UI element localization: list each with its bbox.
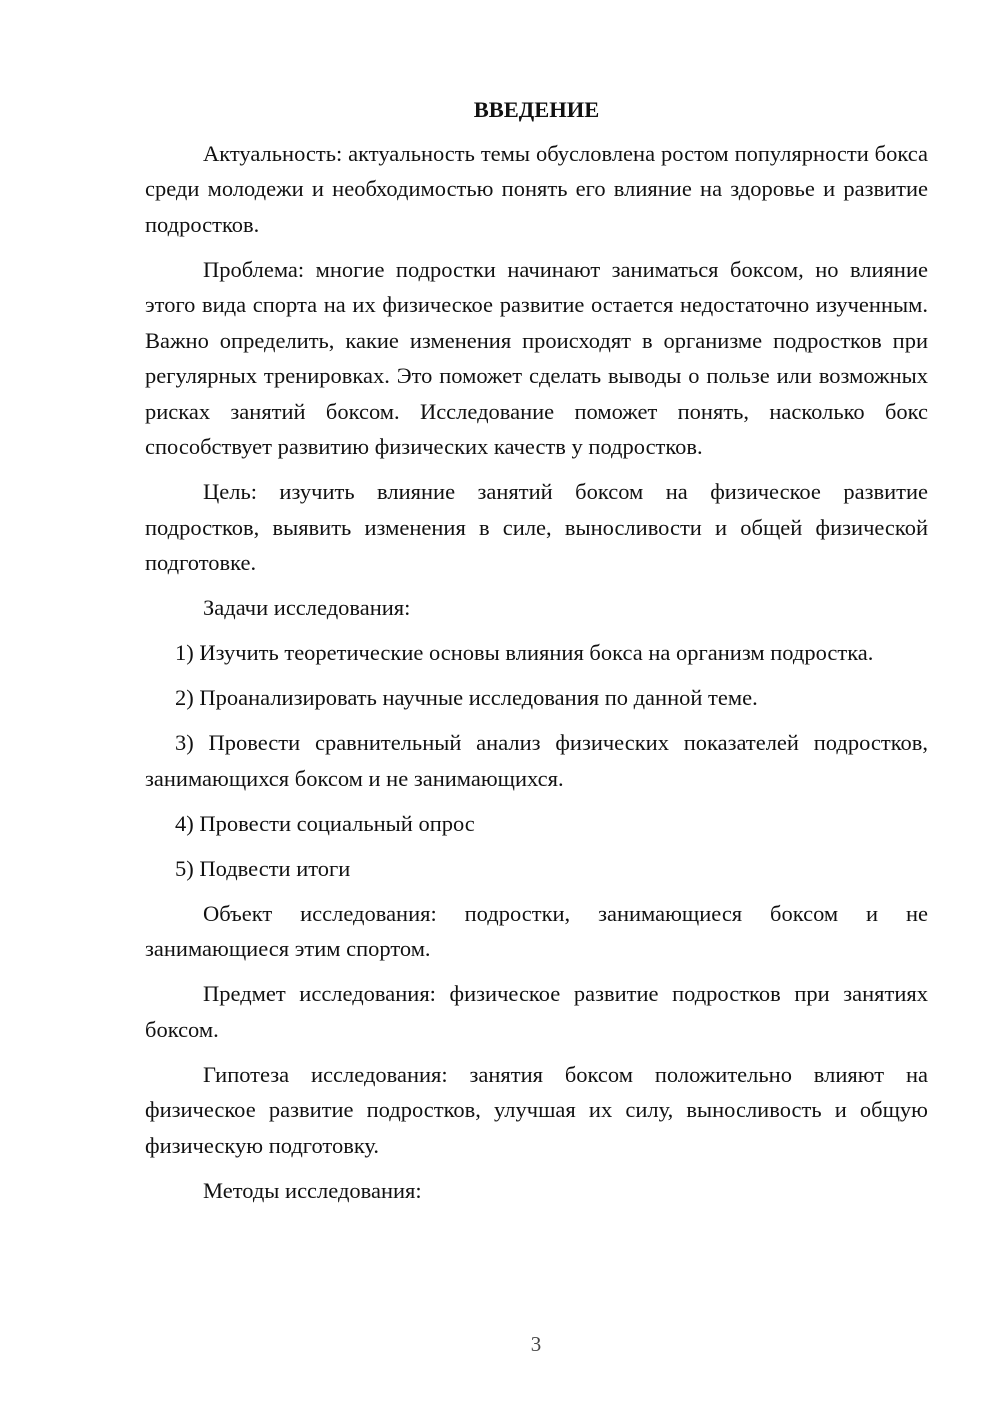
paragraph-problem: Проблема: многие подростки начинают заниматься боксом, но влияние этого вида спорта на их физическое развитие остается недостаточно изученным. Важно определить, какие изменения происходят в организме подростков при регулярных тренировках. Это поможет сделать выводы о пользе или возможных рисках занятий боксом. Исследование поможет понять, насколько бокс способствует развитию физических качеств у подростков. — [145, 256, 928, 459]
page-title: ВВЕДЕНИЕ — [473, 97, 600, 122]
paragraph-goal: Цель: изучить влияние занятий боксом на физическое развитие подростков, выявить изменения в силе, выносливости и общей физической подготовке. — [145, 479, 928, 575]
task-item-4: 4) Провести социальный опрос — [175, 810, 475, 836]
paragraph-hypothesis: Гипотеза исследования: занятия боксом положительно влияют на физическое развитие подростков, улучшая их силу, выносливость и общую физическую подготовку. — [145, 1061, 928, 1158]
paragraph-methods: Методы исследования: — [203, 1177, 422, 1203]
task-item-2: 2) Проанализировать научные исследования по данной теме. — [175, 685, 758, 710]
task-item-1: 1) Изучить теоретические основы влияния бокса на организм подростка. — [175, 640, 874, 665]
paragraph-relevance: Актуальность: актуальность темы обусловлена ростом популярности бокса среди молодежи и необходимостью понять его влияние на здоровье и развитие подростков. — [145, 140, 928, 237]
page-number: 3 — [530, 1332, 542, 1356]
task-item-3: 3) Провести сравнительный анализ физических показателей подростков, занимающихся боксом и не занимающихся. — [145, 730, 928, 791]
page-body — [145, 92, 928, 1218]
paragraph-subject: Предмет исследования: физическое развитие подростков при занятиях боксом. — [145, 981, 928, 1042]
paragraph-object: Объект исследования: подростки, занимающиеся боксом и не занимающиеся этим спортом. — [145, 900, 928, 961]
task-item-5: 5) Подвести итоги — [175, 855, 351, 881]
paragraph-tasks-heading: Задачи исследования: — [203, 595, 411, 620]
